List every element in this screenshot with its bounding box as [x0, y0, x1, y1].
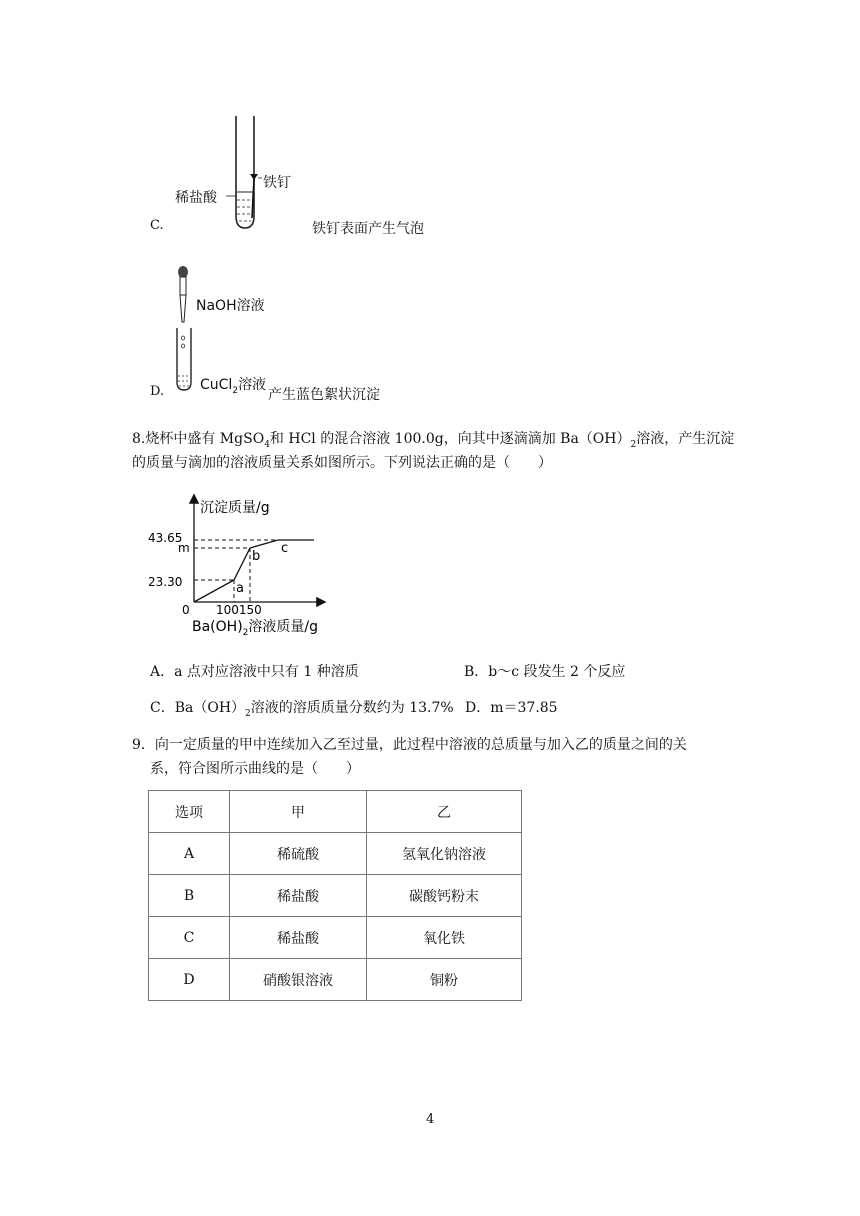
table-header-cell: 甲: [230, 791, 367, 833]
table-cell: D: [149, 959, 230, 1001]
option-c-result: 铁钉表面产生气泡: [312, 221, 424, 237]
q8-option-a: A．a 点对应溶液中只有 1 种溶质: [150, 664, 359, 680]
table-row: [149, 917, 522, 959]
label-naoh-solution: NaOH溶液: [196, 298, 265, 314]
q8-option-c: C．$Ba(OH)_2$溶液的溶质质量分数约为 13.7%: [150, 700, 454, 719]
table-row: [149, 875, 522, 917]
point-label-b: b: [252, 549, 261, 564]
label-dilute-hcl: 稀盐酸: [175, 190, 217, 206]
table-cell: 氧化铁: [367, 917, 522, 959]
x-axis-label: $Ba(OH)_2$溶液质量/g: [192, 619, 318, 638]
option-d-letter: D.: [150, 384, 165, 399]
precipitate-chart: [140, 490, 350, 640]
y-tick-m: m: [178, 541, 190, 555]
table-cell: 稀盐酸: [230, 917, 367, 959]
table-cell: 稀硫酸: [230, 833, 367, 875]
q9-options-table: [148, 790, 522, 1001]
y-tick-23-30: 23.30: [148, 575, 183, 589]
q8-line-1: 8.烧杯中盛有 MgSO$_4$和 HCl 的混合溶液 100.0g，向其中逐滴滴加 $Ba(OH)_2$溶液，产生沉淀: [132, 431, 735, 450]
table-cell: C: [149, 917, 230, 959]
origin-label: 0: [182, 603, 190, 617]
page-number: 4: [426, 1112, 435, 1127]
option-c-letter: C.: [150, 218, 164, 233]
x-tick-100150: 100150: [216, 603, 262, 617]
table-cell: A: [149, 833, 230, 875]
table-cell: 铜粉: [367, 959, 522, 1001]
q8-line-2: 的质量与滴加的溶液质量关系如图所示。下列说法正确的是（ ）: [132, 455, 552, 471]
table-cell: 稀盐酸: [230, 875, 367, 917]
table-cell: 氢氧化钠溶液: [367, 833, 522, 875]
option-d-result: 产生蓝色絮状沉淀: [268, 387, 380, 403]
q9-line-2: 系，符合图所示曲线的是（ ）: [150, 761, 360, 777]
table-cell: B: [149, 875, 230, 917]
label-cucl2-solution: CuCl$_2$溶液: [200, 377, 267, 396]
label-iron-nail: 铁钉: [263, 175, 291, 191]
table-row: [149, 959, 522, 1001]
point-label-c: c: [281, 541, 289, 556]
y-tick-43-65: 43.65: [148, 531, 183, 545]
q9-line-1: 9．向一定质量的甲中连续加入乙至过量，此过程中溶液的总质量与加入乙的质量之间的关: [132, 737, 687, 753]
table-row: [149, 833, 522, 875]
q8-option-b: B．b～c 段发生 2 个反应: [464, 664, 626, 680]
table-cell: 硝酸银溶液: [230, 959, 367, 1001]
point-label-a: a: [236, 581, 244, 596]
q8-option-d: D．m＝37.85: [465, 700, 558, 716]
table-header-row: [149, 791, 522, 833]
y-axis-label: 沉淀质量/g: [200, 500, 270, 516]
table-header-cell: 选项: [149, 791, 230, 833]
table-header-cell: 乙: [367, 791, 522, 833]
table-cell: 碳酸钙粉末: [367, 875, 522, 917]
